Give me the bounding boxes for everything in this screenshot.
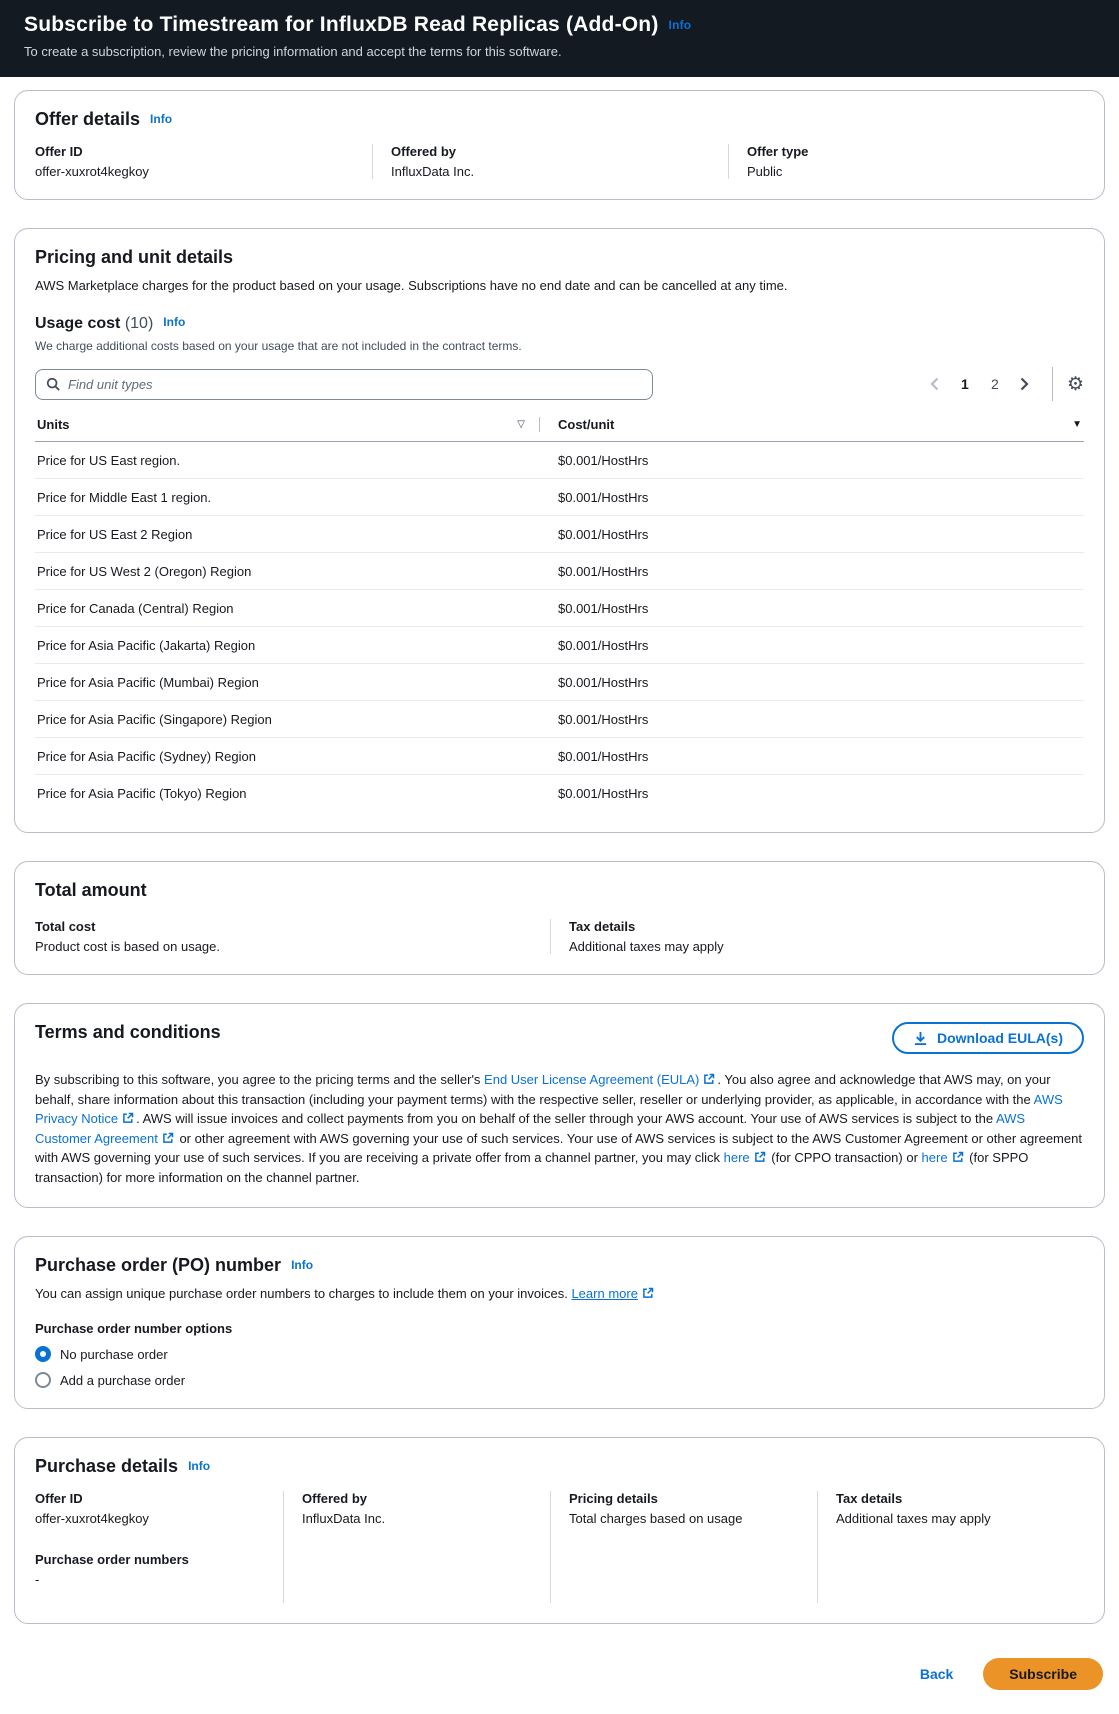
pd-offered-by-field: Offered by InfluxData Inc. [283, 1491, 550, 1603]
offer-details-title: Offer details Info [35, 109, 173, 129]
back-button[interactable]: Back [919, 1666, 954, 1682]
table-row: Price for Canada (Central) Region $0.001/HostHrs [35, 590, 1084, 627]
search-input[interactable] [68, 377, 642, 392]
eula-link[interactable]: End User License Agreement (EULA) [484, 1072, 717, 1087]
table-row: Price for Asia Pacific (Tokyo) Region $0.001/HostHrs [37, 786, 649, 801]
aws-customer-agreement-link[interactable]: AWS Customer Agreement [35, 1111, 1026, 1146]
pagination-next-button[interactable] [1012, 371, 1038, 397]
header-info-link[interactable]: Info [668, 18, 692, 32]
purchase-order-info-link[interactable]: Info [291, 1258, 314, 1272]
usage-cost-heading: Usage cost (10) Info [35, 315, 186, 332]
cppo-here-link[interactable]: here [724, 1150, 768, 1165]
total-amount-title: Total amount [35, 880, 147, 900]
download-icon [913, 1031, 928, 1046]
usage-cost-info-link[interactable]: Info [163, 315, 186, 329]
table-row: Price for Asia Pacific (Singapore) Region $0.001/HostHrs [35, 701, 1084, 738]
units-column-header[interactable]: Units ▽ [37, 417, 525, 432]
offer-type-field: Offer type Public [728, 144, 1084, 179]
external-link-icon [952, 1151, 964, 1163]
purchase-details-card [14, 1437, 1105, 1624]
sppo-here-link[interactable]: here [922, 1150, 966, 1165]
pagination [922, 367, 1084, 401]
external-link-icon [703, 1073, 715, 1085]
chevron-right-icon [1020, 377, 1029, 391]
po-options-label: Purchase order number options [35, 1321, 233, 1336]
pagination-page-2[interactable]: 2 [982, 371, 1008, 397]
search-input-container[interactable] [35, 369, 653, 400]
page-title: Subscribe to Timestream for InfluxDB Read Replicas (Add-On) Info [24, 13, 692, 36]
page-header [0, 0, 1119, 77]
radio-add-purchase-order[interactable]: Add a purchase order [35, 1372, 1084, 1388]
search-icon [46, 377, 60, 391]
tax-details-field: Tax details Additional taxes may apply [550, 919, 1084, 954]
table-row: Price for US West 2 (Oregon) Region $0.001/HostHrs [35, 553, 1084, 590]
usage-cost-subtext: We charge additional costs based on your usage that are not included in the contract terms. [35, 339, 522, 353]
sort-descending-outline-icon[interactable]: ▽ [517, 419, 525, 430]
pricing-title: Pricing and unit details [35, 247, 234, 267]
table-header-row [35, 417, 1084, 442]
table-row: Price for US East region. $0.001/HostHrs [35, 442, 1084, 479]
terms-card [14, 1003, 1105, 1208]
radio-unselected-icon[interactable] [35, 1372, 51, 1388]
download-eula-button[interactable]: Download EULA(s) [892, 1022, 1084, 1054]
aws-privacy-notice-link[interactable]: AWS Privacy Notice [35, 1091, 1063, 1126]
pd-pricing-details-field: Pricing details Total charges based on usage [550, 1491, 817, 1603]
usage-cost-table [35, 417, 1084, 812]
pricing-card [14, 228, 1105, 833]
sort-filled-icon[interactable]: ▼ [1072, 419, 1082, 430]
purchase-details-info-link[interactable]: Info [188, 1459, 211, 1473]
offer-id-field: Offer ID offer-xuxrot4kegkoy [35, 144, 149, 179]
radio-selected-icon[interactable] [35, 1346, 51, 1362]
pd-offer-id-field: Offer ID offer-xuxrot4kegkoy Purchase order numbers - [35, 1491, 283, 1603]
pd-tax-details-field: Tax details Additional taxes may apply [817, 1491, 1084, 1603]
subscribe-button[interactable]: Subscribe [983, 1658, 1103, 1690]
pagination-page-1[interactable]: 1 [952, 371, 978, 397]
table-row: Price for Asia Pacific (Mumbai) Region $0.001/HostHrs [35, 664, 1084, 701]
external-link-icon [754, 1151, 766, 1163]
footer-actions [0, 1652, 1119, 1714]
radio-no-purchase-order[interactable]: No purchase order [35, 1346, 1084, 1362]
purchase-order-title: Purchase order (PO) number Info [35, 1255, 314, 1275]
table-row: Price for US East 2 Region $0.001/HostHrs [35, 516, 1084, 553]
total-amount-card [14, 861, 1105, 975]
po-numbers-label: Purchase order numbers [35, 1552, 189, 1567]
purchase-details-title: Purchase details Info [35, 1456, 211, 1476]
table-row: Price for Middle East 1 region. $0.001/HostHrs [35, 479, 1084, 516]
pagination-prev-button[interactable] [922, 371, 948, 397]
external-link-icon [122, 1112, 134, 1124]
total-cost-field: Total cost Product cost is based on usage. [35, 919, 221, 954]
table-row: Price for Asia Pacific (Sydney) Region $0.001/HostHrs [35, 738, 1084, 775]
table-row: Price for Asia Pacific (Jakarta) Region $0.001/HostHrs [35, 627, 1084, 664]
external-link-icon [162, 1132, 174, 1144]
po-numbers-value: - [35, 1572, 40, 1587]
page-subtitle: To create a subscription, review the pricing information and accept the terms for this software. [24, 44, 562, 59]
purchase-order-description: You can assign unique purchase order numbers to charges to include them on your invoices. Learn more [35, 1286, 1084, 1301]
settings-gear-icon[interactable]: ⚙ [1066, 373, 1084, 395]
purchase-order-card [14, 1236, 1105, 1409]
offer-details-card [14, 90, 1105, 200]
learn-more-link[interactable]: Learn more [571, 1286, 655, 1301]
pricing-description: AWS Marketplace charges for the product based on your usage. Subscriptions have no end date and can be cancelled at any time. [35, 278, 788, 293]
table-toolbar [35, 367, 1084, 401]
external-link-icon [642, 1287, 654, 1299]
toolbar-divider [1052, 367, 1053, 401]
chevron-left-icon [930, 377, 939, 391]
offer-details-info-link[interactable]: Info [150, 112, 173, 126]
cost-column-header[interactable]: Cost/unit ▼ [539, 417, 1084, 432]
terms-paragraph: By subscribing to this software, you agree to the pricing terms and the seller's End User License Agreement (EULA) . You also agree and acknowledge that AWS may, on your behalf, share information about this transaction (including your payment terms) with the respective seller, reseller or underlying provider, as applicable, in accordance with the AWS Privacy Notice . AWS will issue invoices and collect payments from you on behalf of the seller through your AWS account. Your use of AWS services is subject to the AWS Customer Agreement or other agreement with AWS governing your use of such services. Your use of AWS services is subject to the AWS Customer Agreement or other agreement with AWS governing your use of such services. If you are receiving a private offer from a channel partner, you may click here (for CPPO transaction) or here (for SPPO transaction) for more information on the channel partner. [35, 1072, 1082, 1185]
terms-title: Terms and conditions [35, 1022, 221, 1042]
offered-by-field: Offered by InfluxData Inc. [372, 144, 728, 179]
